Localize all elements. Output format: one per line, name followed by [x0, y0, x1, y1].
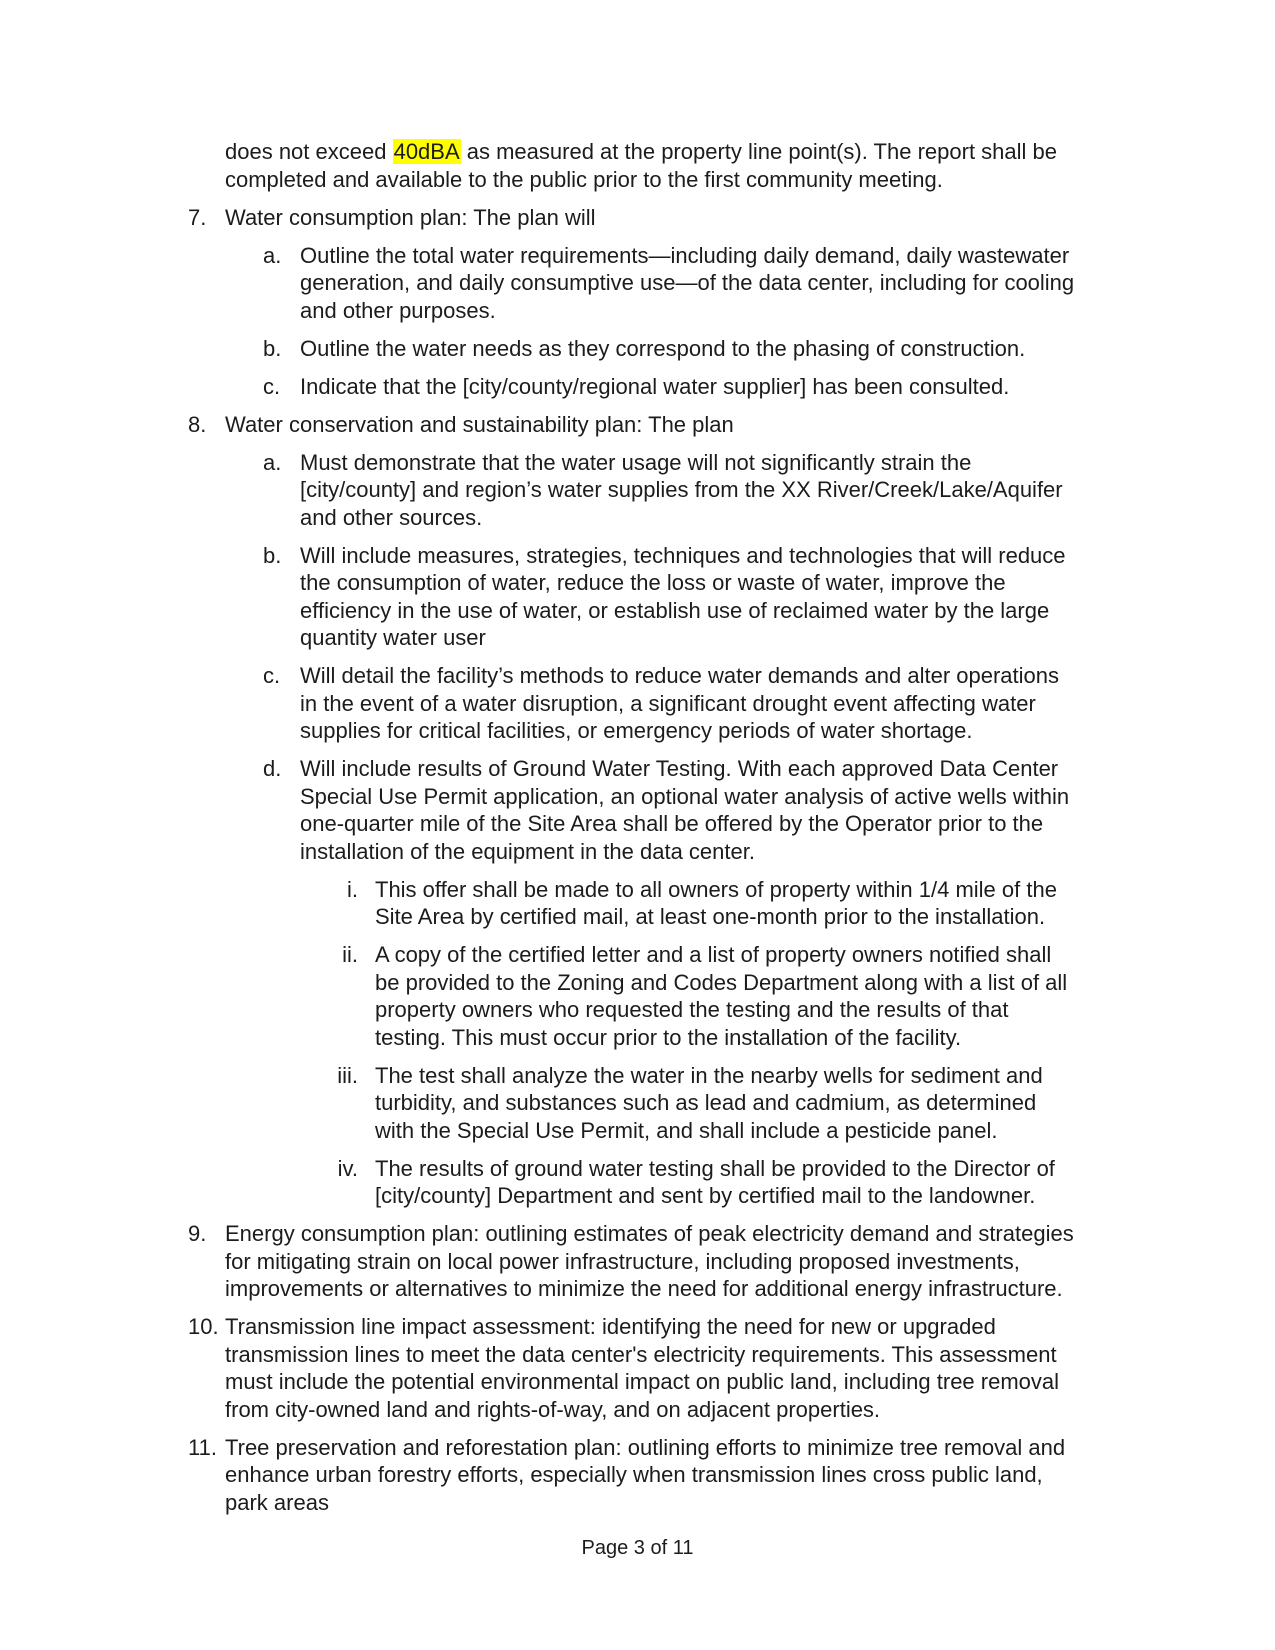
- list-item-text: Water conservation and sustainability plan: The plan: [225, 411, 734, 437]
- list-item-text: Will detail the facility’s methods to reduce water demands and alter operations in the event of a water disruption, a significant drought event affecting water supplies for critical facilities, or emergency periods of water shortage.: [300, 663, 1059, 743]
- list-item-text: Indicate that the [city/county/regional water supplier] has been consulted.: [300, 373, 1010, 399]
- list-item-text: Will include measures, strategies, techniques and technologies that will reduce the consumption of water, reduce the loss or waste of water, improve the efficiency in the use of water, or establish use of reclaimed water by the large quantity water user: [300, 542, 1066, 650]
- list-marker: 11.: [188, 1434, 217, 1460]
- list-item-8d-ii: [150, 941, 1080, 1051]
- paragraph-continuation: [150, 138, 1080, 193]
- list-marker: 8.: [188, 411, 207, 437]
- list-marker: c.: [263, 373, 281, 399]
- list-marker: iii.: [337, 1062, 358, 1088]
- paragraph-text-post: as measured at the property line point(s). The report shall be completed and available to the public prior to the first community meeting.: [225, 139, 1057, 192]
- list-item-8d-i: [150, 876, 1080, 931]
- list-marker: 7.: [188, 204, 207, 230]
- list-item-8c: [150, 662, 1080, 745]
- list-marker: c.: [263, 663, 281, 688]
- list-marker: iv.: [337, 1155, 358, 1181]
- list-item-text: Tree preservation and reforestation plan: outlining efforts to minimize tree removal and enhance urban forestry efforts, especially when transmission lines cross public land, park areas: [225, 1434, 1066, 1515]
- list-marker: b.: [263, 335, 282, 361]
- list-item-7: [150, 204, 1080, 232]
- list-item-8d-iv: [150, 1155, 1080, 1210]
- list-item-8: [150, 411, 1080, 439]
- list-item-8d: [150, 755, 1080, 865]
- list-item-text: A copy of the certified letter and a list of property owners notified shall be provided to the Zoning and Codes Department along with a list of all property owners who requested the testing and the results of that testing. This must occur prior to the installation of the facility.: [375, 942, 1068, 1050]
- list-item-text: This offer shall be made to all owners of property within 1/4 mile of the Site Area by certified mail, at least one-month prior to the installation.: [375, 876, 1057, 929]
- list-item-8d-iii: [150, 1062, 1080, 1145]
- paragraph-text-pre: does not exceed: [225, 139, 393, 164]
- list-item-text: Must demonstrate that the water usage will not significantly strain the [city/county] and region’s water supplies from the XX River/Creek/Lake/Aquifer and other sources.: [300, 449, 1063, 530]
- list-marker: a.: [263, 449, 282, 475]
- list-marker: 9.: [188, 1221, 207, 1246]
- list-item-text: The test shall analyze the water in the nearby wells for sediment and turbidity, and substances such as lead and cadmium, as determined with the Special Use Permit, and shall include a pesticide panel.: [375, 1062, 1043, 1143]
- list-item-text: Outline the water needs as they correspond to the phasing of construction.: [300, 335, 1026, 361]
- list-item-8b: [150, 542, 1080, 652]
- list-item-text: Will include results of Ground Water Testing. With each approved Data Center Special Use Permit application, an optional water analysis of active wells within one-quarter mile of the Site Area shall be offered by the Operator prior to the installation of the equipment in the data center.: [300, 756, 1070, 864]
- list-item-text: Transmission line impact assessment: identifying the need for new or upgraded transmission lines to meet the data center's electricity requirements. This assessment must include the potential environmental impact on public land, including tree removal from city-owned land and rights-of-way, and on adjacent properties.: [225, 1314, 1060, 1422]
- page-footer: [0, 1536, 1275, 1560]
- highlighted-text: 40dBA: [393, 139, 460, 164]
- list-item-8a: [150, 449, 1080, 532]
- list-item-text: The results of ground water testing shall be provided to the Director of [city/county] Department and sent by certified mail to the landowner.: [375, 1155, 1055, 1208]
- list-item-7b: [150, 335, 1080, 363]
- list-item-7c: [150, 373, 1080, 401]
- list-marker: b.: [263, 542, 282, 568]
- list-marker: 10.: [188, 1314, 219, 1339]
- list-marker: i.: [347, 876, 358, 902]
- list-marker: a.: [263, 242, 282, 268]
- list-item-text: Outline the total water requirements—including daily demand, daily wastewater generation, and daily consumptive use—of the data center, including for cooling and other purposes.: [300, 242, 1075, 323]
- list-item-text: Energy consumption plan: outlining estimates of peak electricity demand and strategies for mitigating strain on local power infrastructure, including proposed investments, improvements or alternatives to minimize the need for additional energy infrastructure.: [225, 1221, 1074, 1301]
- list-item-7a: [150, 242, 1080, 325]
- list-item-10: [150, 1313, 1080, 1423]
- page-number-label: Page 3 of 11: [581, 1537, 694, 1559]
- list-item-text: Water consumption plan: The plan will: [225, 204, 596, 230]
- list-marker: d.: [263, 756, 282, 781]
- list-item-11: [150, 1434, 1080, 1517]
- list-item-9: [150, 1220, 1080, 1303]
- list-marker: ii.: [342, 942, 358, 967]
